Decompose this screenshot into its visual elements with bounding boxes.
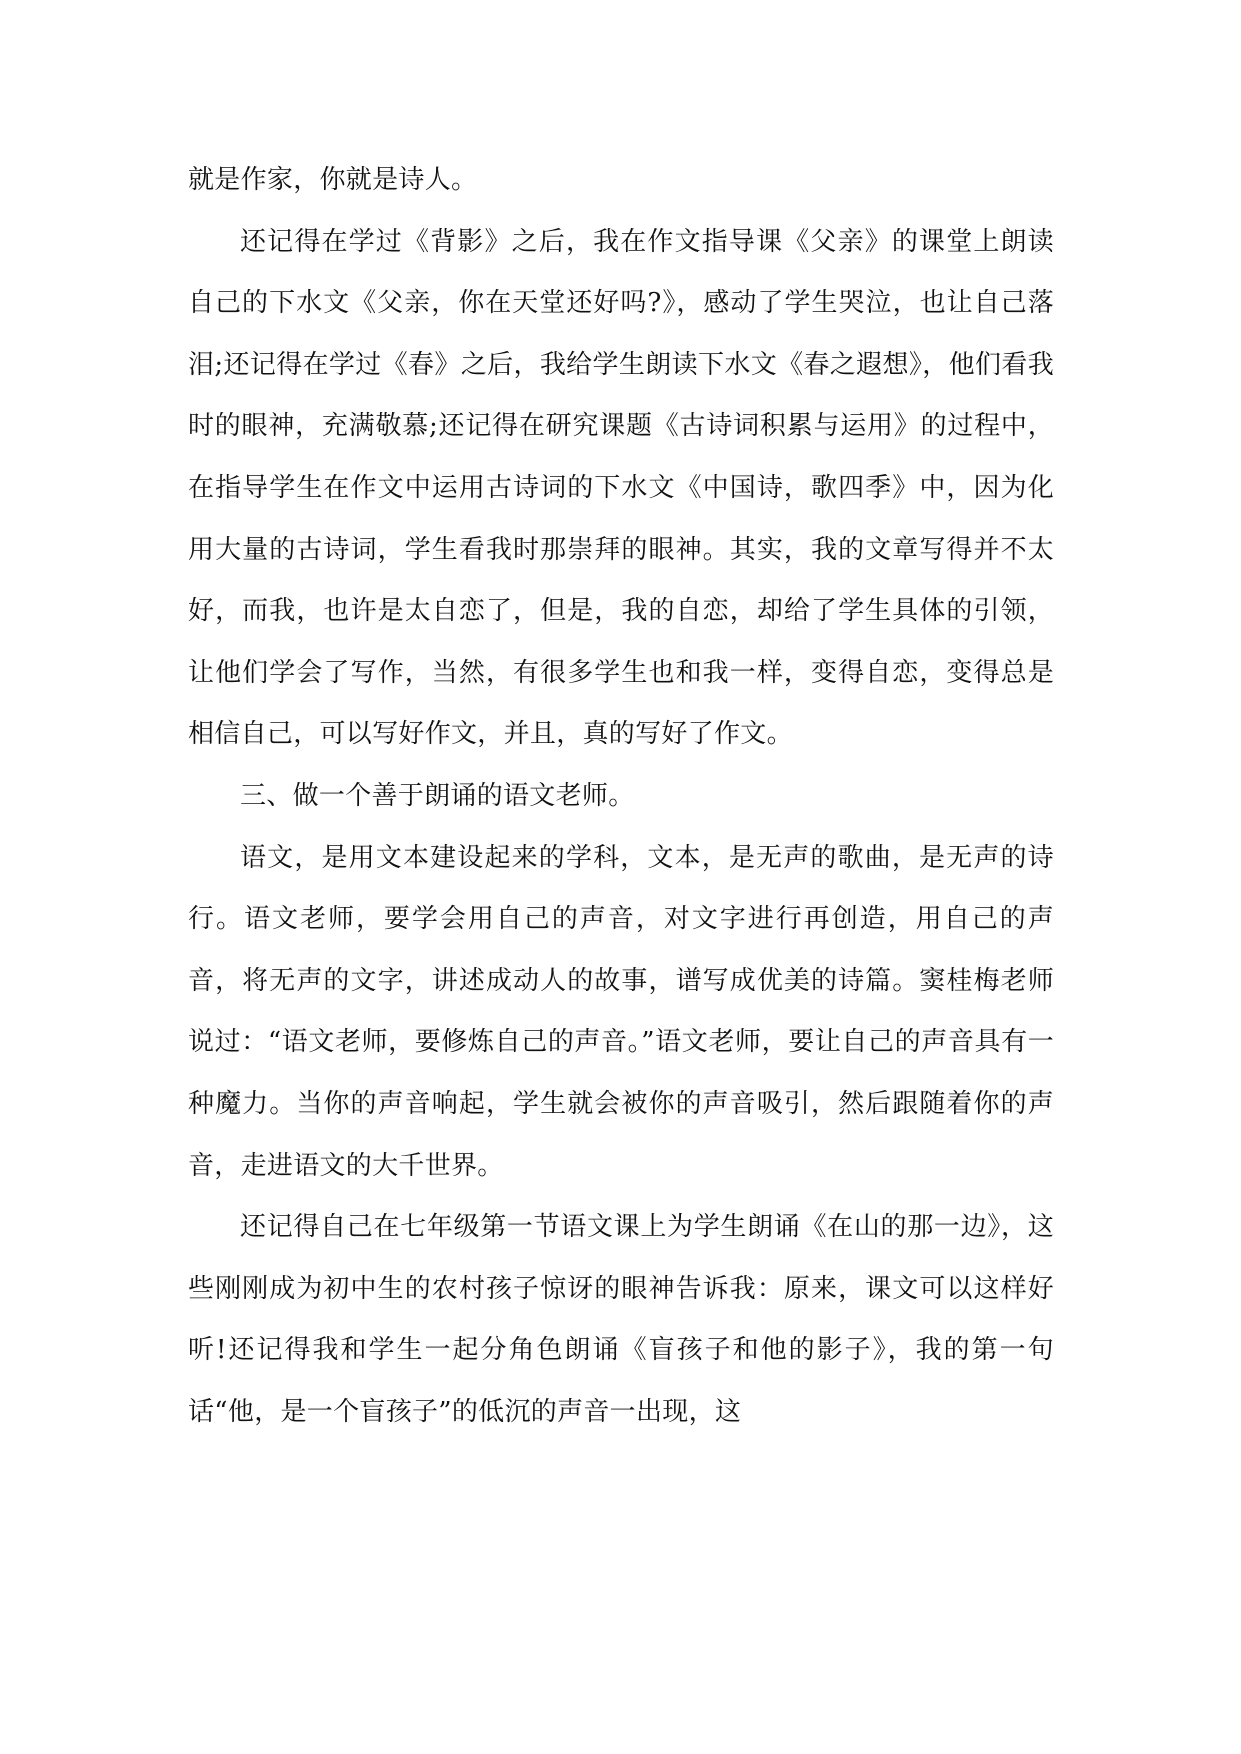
section-heading-recitation: 三、做一个善于朗诵的语文老师。 <box>240 780 635 811</box>
paragraph-father-essay: 还记得在学过《背影》之后，我在作文指导课《父亲》的课堂上朗读自己的下水文《父亲，你在天堂还好吗?》，感动了学生哭泣，也让自己落泪;还记得在学过《春》之后，我给学生朗读下水文《春之遐想》，他们看我时的眼神，充满敬慕;还记得在研究课题《古诗词积累与运用》的过程中，在指导学生在作文中运用古诗词的下水文《中国诗，歌四季》中，因为化用大量的古诗词，学生看我时那崇拜的眼神。其实，我的文章写得并不太好，而我，也许是太自恋了，但是，我的自恋，却给了学生具体的引领，让他们学会了写作，当然，有很多学生也和我一样，变得自恋，变得总是相信自己，可以写好作文，并且，真的写好了作文。 <box>188 226 1054 750</box>
paragraph-chinese-voice: 语文，是用文本建设起来的学科，文本，是无声的歌曲，是无声的诗行。语文老师，要学会用自己的声音，对文字进行再创造，用自己的声音，将无声的文字，讲述成动人的故事，谱写成优美的诗篇。窦桂梅老师说过：“语文老师，要修炼自己的声音。”语文老师，要让自己的声音具有一种魔力。当你的声音响起，学生就会被你的声音吸引，然后跟随着你的声音，走进语文的大千世界。 <box>188 842 1054 1181</box>
paragraph-continuation: 就是作家，你就是诗人。 <box>188 165 478 195</box>
paragraph-recitation-memory: 还记得自己在七年级第一节语文课上为学生朗诵《在山的那一边》，这些刚刚成为初中生的农村孩子惊讶的眼神告诉我：原来，课文可以这样好听!还记得我和学生一起分角色朗诵《盲孩子和他的影子》，我的第一句话“他，是一个盲孩子”的低沉的声音一出现，这 <box>188 1212 1054 1427</box>
document-body <box>188 150 1054 1443</box>
